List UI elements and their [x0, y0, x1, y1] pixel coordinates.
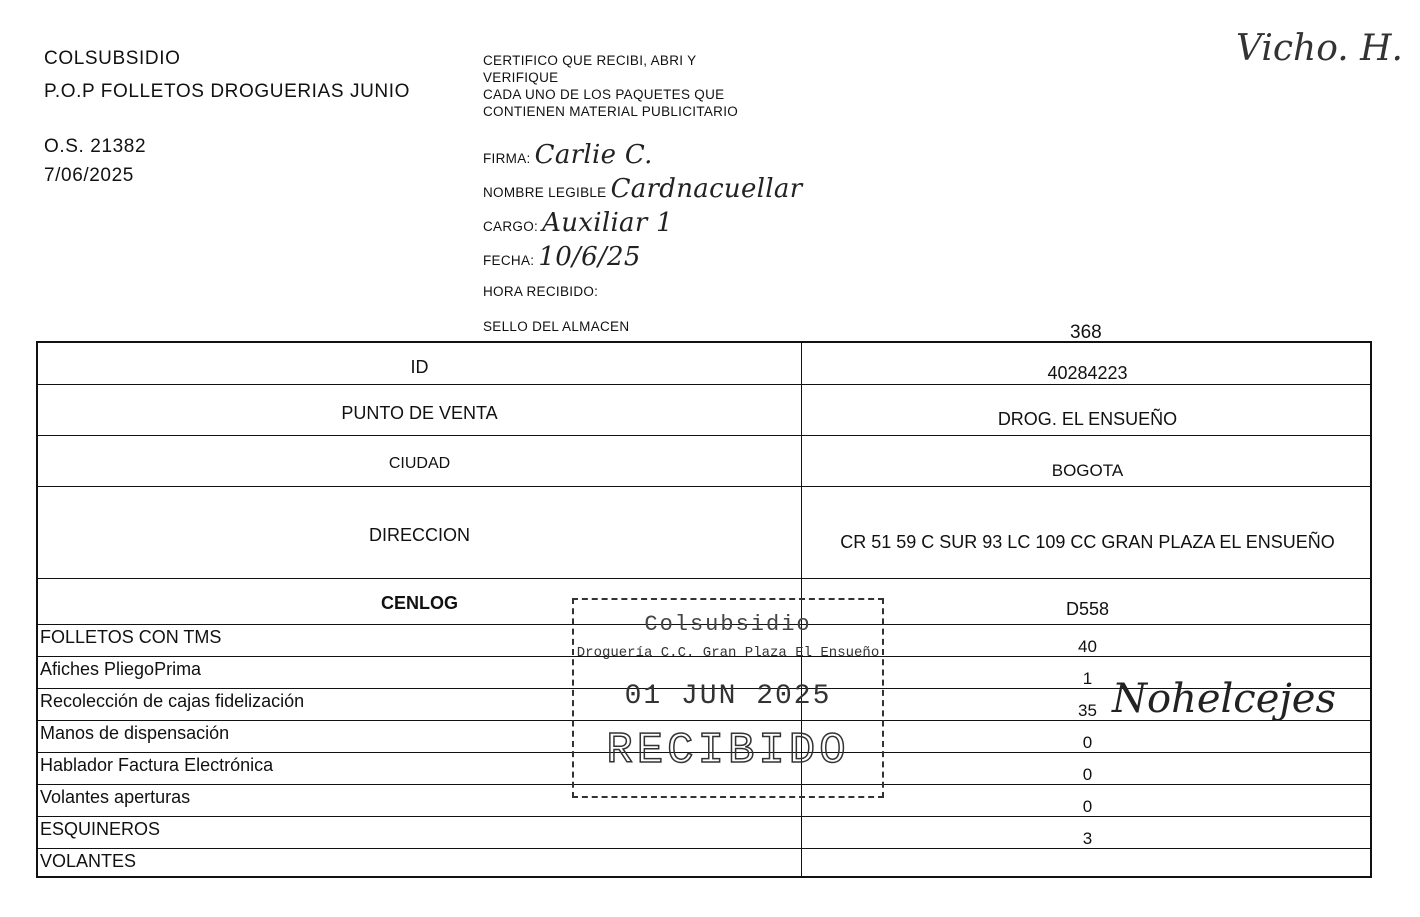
row-value-id: 40284223: [1047, 363, 1128, 383]
cert-line-4: CONTIENEN MATERIAL PUBLICITARIO: [483, 104, 739, 119]
stamp-status: RECIBIDO: [606, 726, 850, 776]
cargo-row: [483, 208, 673, 238]
cargo-label: CARGO:: [483, 219, 539, 234]
hora-label: HORA RECIBIDO:: [483, 284, 599, 299]
box-number: 368: [1070, 322, 1102, 343]
project-title: P.O.P FOLLETOS DROGUERIAS JUNIO: [44, 81, 410, 102]
fecha-row: [483, 242, 641, 272]
nombre-label: NOMBRE LEGIBLE: [483, 185, 607, 200]
item-label: ESQUINEROS: [40, 819, 161, 839]
company-name: COLSUBSIDIO: [44, 48, 181, 69]
received-stamp: [572, 598, 884, 798]
cert-line-3: CADA UNO DE LOS PAQUETES QUE: [483, 87, 725, 102]
row-signature: Nohelcejes: [1112, 676, 1336, 722]
nombre-row: [483, 174, 802, 204]
item-label: FOLLETOS CON TMS: [40, 627, 222, 647]
order-number: O.S. 21382: [44, 136, 147, 157]
row-value-cenlog: D558: [1065, 599, 1110, 619]
row-label-punto-de-venta: PUNTO DE VENTA: [341, 403, 498, 423]
cert-line-2: VERIFIQUE: [483, 70, 559, 85]
item-value: 3: [1082, 829, 1093, 848]
row-value-direccion: CR 51 59 C SUR 93 LC 109 CC GRAN PLAZA EL ENSUEÑO: [840, 532, 1335, 552]
item-value: 35: [1078, 701, 1097, 720]
item-label: Recolección de cajas fidelización: [40, 691, 305, 711]
cargo-handwritten: Auxiliar 1: [542, 208, 673, 238]
item-label: VOLANTES: [40, 851, 137, 871]
stamp-brand: Colsubsidio: [644, 612, 812, 637]
fecha-label: FECHA:: [483, 253, 535, 268]
firma-row: [483, 140, 653, 170]
stamp-date: 01 JUN 2025: [624, 681, 832, 712]
document-date: 7/06/2025: [44, 165, 134, 186]
item-label: Volantes aperturas: [40, 787, 191, 807]
certificate-block: [483, 52, 803, 334]
row-label-direccion: DIRECCION: [368, 525, 470, 545]
nombre-handwritten: Cardnacuellar: [610, 174, 803, 204]
item-value: 40: [1078, 637, 1097, 656]
cert-line-1: CERTIFICO QUE RECIBI, ABRI Y: [483, 53, 697, 68]
row-label-cenlog: CENLOG: [380, 593, 458, 613]
item-value: 0: [1082, 733, 1093, 752]
top-right-signature: Vicho. H.: [1236, 28, 1403, 69]
firma-signature: Carlie C.: [534, 140, 653, 170]
stamp-store: Droguería C.C. Gran Plaza El Ensueño: [576, 645, 880, 661]
row-value-ciudad: BOGOTA: [1051, 461, 1124, 480]
row-label-ciudad: CIUDAD: [388, 455, 451, 472]
sello-label: SELLO DEL ALMACEN: [483, 319, 630, 334]
firma-label: FIRMA:: [483, 151, 531, 166]
item-value: 1: [1082, 669, 1093, 688]
item-label: Manos de dispensación: [40, 723, 230, 743]
item-value: 0: [1082, 797, 1093, 816]
row-label-id: ID: [410, 357, 429, 377]
row-value-punto-de-venta: DROG. EL ENSUEÑO: [997, 409, 1178, 429]
item-label: Afiches PliegoPrima: [40, 659, 202, 679]
header-block: [44, 42, 410, 192]
item-value: 0: [1082, 765, 1093, 784]
fecha-handwritten: 10/6/25: [538, 242, 641, 272]
item-label: Hablador Factura Electrónica: [40, 755, 274, 775]
